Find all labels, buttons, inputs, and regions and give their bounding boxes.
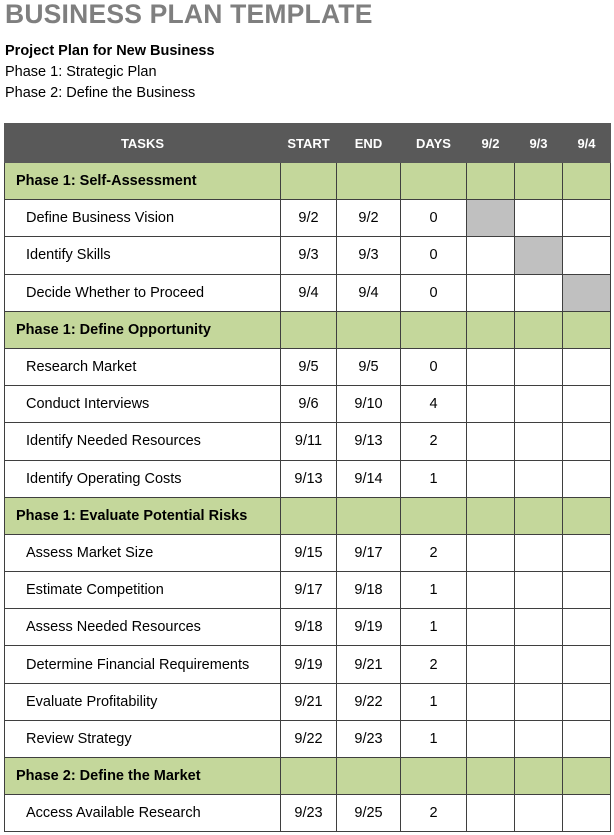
table-header-row [5,124,611,163]
phase-line-1: Phase 1: Strategic Plan [5,64,157,80]
gantt-cell [515,386,563,423]
task-days: 1 [401,460,467,497]
gantt-cell [563,348,611,385]
gantt-cell [467,795,515,832]
phase-cell [467,758,515,795]
task-name: Identify Skills [5,237,281,274]
task-end: 9/4 [337,274,401,311]
header-start: START [281,124,337,163]
phase-row [5,311,611,348]
gantt-cell [515,720,563,757]
task-end: 9/18 [337,572,401,609]
gantt-cell [563,646,611,683]
phase-cell [515,758,563,795]
gantt-cell [515,572,563,609]
task-row [5,460,611,497]
gantt-cell [467,572,515,609]
phase-cell [467,311,515,348]
phase-cell [401,758,467,795]
phase-cell [467,497,515,534]
gantt-cell [467,386,515,423]
task-end: 9/10 [337,386,401,423]
phase-label: Phase 1: Evaluate Potential Risks [5,497,281,534]
task-days: 1 [401,609,467,646]
task-days: 4 [401,386,467,423]
gantt-cell [515,609,563,646]
task-days: 0 [401,348,467,385]
phase-cell [563,163,611,200]
task-days: 2 [401,795,467,832]
task-row [5,200,611,237]
gantt-cell [563,423,611,460]
gantt-bar-cell [515,237,563,274]
task-row [5,534,611,571]
phase-cell [515,497,563,534]
phase-cell [337,497,401,534]
phase-cell [467,163,515,200]
gantt-cell [563,795,611,832]
task-row [5,646,611,683]
phase-cell [563,758,611,795]
task-days: 0 [401,200,467,237]
gantt-cell [515,683,563,720]
gantt-cell [563,609,611,646]
gantt-cell [467,237,515,274]
task-days: 1 [401,720,467,757]
task-row [5,423,611,460]
phase-cell [337,311,401,348]
task-start: 9/3 [281,237,337,274]
phase-label: Phase 1: Define Opportunity [5,311,281,348]
gantt-cell [563,237,611,274]
header-date: 9/2 [467,124,515,163]
task-name: Conduct Interviews [5,386,281,423]
phase-cell [401,311,467,348]
phase-cell [281,497,337,534]
phase-row [5,497,611,534]
gantt-cell [515,795,563,832]
task-start: 9/5 [281,348,337,385]
gantt-cell [515,274,563,311]
task-end: 9/5 [337,348,401,385]
phase-cell [515,163,563,200]
phase-cell [337,163,401,200]
task-start: 9/17 [281,572,337,609]
gantt-cell [563,386,611,423]
task-start: 9/15 [281,534,337,571]
task-start: 9/23 [281,795,337,832]
task-row [5,683,611,720]
task-name: Determine Financial Requirements [5,646,281,683]
gantt-cell [467,646,515,683]
gantt-cell [467,423,515,460]
phase-cell [515,311,563,348]
gantt-cell [563,720,611,757]
task-name: Estimate Competition [5,572,281,609]
gantt-cell [563,460,611,497]
header-days: DAYS [401,124,467,163]
task-name: Review Strategy [5,720,281,757]
phase-cell [281,311,337,348]
gantt-cell [515,200,563,237]
task-row [5,572,611,609]
task-days: 1 [401,683,467,720]
task-end: 9/22 [337,683,401,720]
task-start: 9/2 [281,200,337,237]
phase-cell [281,758,337,795]
task-name: Access Available Research [5,795,281,832]
task-row [5,609,611,646]
task-end: 9/23 [337,720,401,757]
phase-row [5,758,611,795]
task-row [5,274,611,311]
gantt-cell [515,348,563,385]
task-days: 1 [401,572,467,609]
header-date: 9/3 [515,124,563,163]
gantt-cell [515,423,563,460]
phase-label: Phase 2: Define the Market [5,758,281,795]
task-name: Evaluate Profitability [5,683,281,720]
task-start: 9/18 [281,609,337,646]
gantt-cell [467,609,515,646]
task-row [5,348,611,385]
task-end: 9/13 [337,423,401,460]
task-start: 9/13 [281,460,337,497]
task-start: 9/6 [281,386,337,423]
phase-cell [281,163,337,200]
task-name: Identify Needed Resources [5,423,281,460]
task-row [5,237,611,274]
gantt-cell [467,683,515,720]
gantt-cell [563,200,611,237]
header-end: END [337,124,401,163]
phase-cell [401,497,467,534]
gantt-cell [563,534,611,571]
task-days: 2 [401,423,467,460]
task-start: 9/21 [281,683,337,720]
task-days: 0 [401,274,467,311]
task-end: 9/25 [337,795,401,832]
gantt-cell [515,646,563,683]
task-name: Decide Whether to Proceed [5,274,281,311]
task-end: 9/2 [337,200,401,237]
task-end: 9/3 [337,237,401,274]
gantt-cell [467,348,515,385]
phase-row [5,163,611,200]
task-start: 9/22 [281,720,337,757]
task-start: 9/11 [281,423,337,460]
gantt-bar-cell [563,274,611,311]
gantt-cell [515,534,563,571]
task-end: 9/17 [337,534,401,571]
document-title: BUSINESS PLAN TEMPLATE [5,0,373,29]
task-name: Assess Market Size [5,534,281,571]
gantt-cell [467,720,515,757]
gantt-bar-cell [467,200,515,237]
document-subtitle: Project Plan for New Business [5,43,215,59]
task-row [5,720,611,757]
task-end: 9/21 [337,646,401,683]
header-tasks: TASKS [5,124,281,163]
phase-cell [563,497,611,534]
phase-cell [563,311,611,348]
task-start: 9/19 [281,646,337,683]
task-row [5,386,611,423]
gantt-cell [467,274,515,311]
task-row [5,795,611,832]
task-start: 9/4 [281,274,337,311]
task-name: Identify Operating Costs [5,460,281,497]
task-end: 9/14 [337,460,401,497]
gantt-cell [563,572,611,609]
task-name: Research Market [5,348,281,385]
gantt-cell [515,460,563,497]
project-plan-table [4,123,611,832]
gantt-cell [467,460,515,497]
task-days: 0 [401,237,467,274]
phase-line-2: Phase 2: Define the Business [5,85,196,101]
phase-cell [401,163,467,200]
task-days: 2 [401,646,467,683]
header-date: 9/4 [563,124,611,163]
task-end: 9/19 [337,609,401,646]
gantt-cell [467,534,515,571]
gantt-cell [563,683,611,720]
phase-label: Phase 1: Self-Assessment [5,163,281,200]
phase-cell [337,758,401,795]
task-days: 2 [401,534,467,571]
task-name: Assess Needed Resources [5,609,281,646]
task-name: Define Business Vision [5,200,281,237]
